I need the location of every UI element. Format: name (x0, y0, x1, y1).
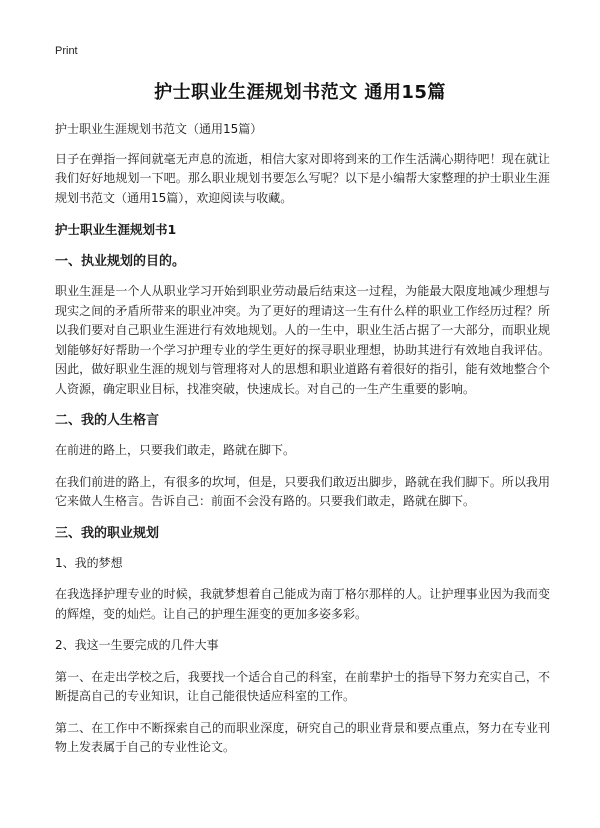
section-3-paragraph-3: 第二、在工作中不断探索自己的而职业深度，研究自己的职业背景和要点重点，努力在专业刊物上发表属于自己的专业性论文。 (55, 720, 550, 754)
section-2-paragraph: 在我们前进的路上，有很多的坎坷，但是，只要我们敢迈出脚步，路就在我们脚下。所以我用它来做人生格言。告诉自己：前面不会没有路的。只要我们敢走，路就在脚下。 (55, 474, 550, 508)
document-body (55, 120, 550, 770)
section-3-paragraph-2: 第一、在走出学校之后，我要找一个适合自己的科室，在前辈护士的指导下努力充实自己，不断提高自己的专业知识，让自己能很快适应科室的工作。 (55, 669, 550, 703)
section-heading-2: 二、我的人生格言 (55, 413, 160, 428)
section-2-motto: 在前进的路上，只要我们敢走，路就在脚下。 (55, 443, 296, 457)
section-3-subheading-2: 2、我这一生要完成的几件大事 (55, 638, 219, 652)
print-label: Print (55, 45, 78, 57)
section-3-subheading-1: 1、我的梦想 (55, 555, 123, 570)
section-heading-1: 一、执业规划的目的。 (55, 254, 186, 269)
document-subtitle: 护士职业生涯规划书范文（通用15篇） (55, 122, 263, 136)
page-title: 护士职业生涯规划书范文 通用15篇 (154, 82, 446, 103)
section-1-paragraph: 职业生涯是一个人从职业学习开始到职业劳动最后结束这一过程，为能最大限度地减少理想与现实之间的矛盾所带来的职业冲突。为了更好的理请这一生有什么样的职业工作经历过程？所以我们要对自己职业生涯进行有效地规划。人的一生中，职业生活占据了一大部分，而职业规划能够好好帮助一个学习护理专业的学生更好的探寻职业理想，协助其进行有效地自我评估。因此，做好职业生涯的规划与管理将对人的思想和职业道路有着很好的指引，能有效地整合个人资源，确定职业目标，找准突破，快速成长。对自己的一生产生重要的影响。 (55, 284, 550, 396)
section-3-paragraph-1: 在我选择护理专业的时候，我就梦想着自己能成为南丁格尔那样的人。让护理事业因为我而变的辉煌，变的灿烂。让自己的护理生涯变的更加多姿多彩。 (55, 587, 550, 621)
section-heading-3: 三、我的职业规划 (55, 525, 160, 541)
article-heading: 护士职业生涯规划书1 (55, 222, 177, 237)
intro-paragraph: 日子在弹指一挥间就毫无声息的流逝，相信大家对即将到来的工作生活满心期待吧！现在就让我们好好地规划一下吧。那么职业规划书要怎么写呢？以下是小编帮大家整理的护士职业生涯规划书范文（通用15篇），欢迎阅读与收藏。 (55, 151, 550, 205)
